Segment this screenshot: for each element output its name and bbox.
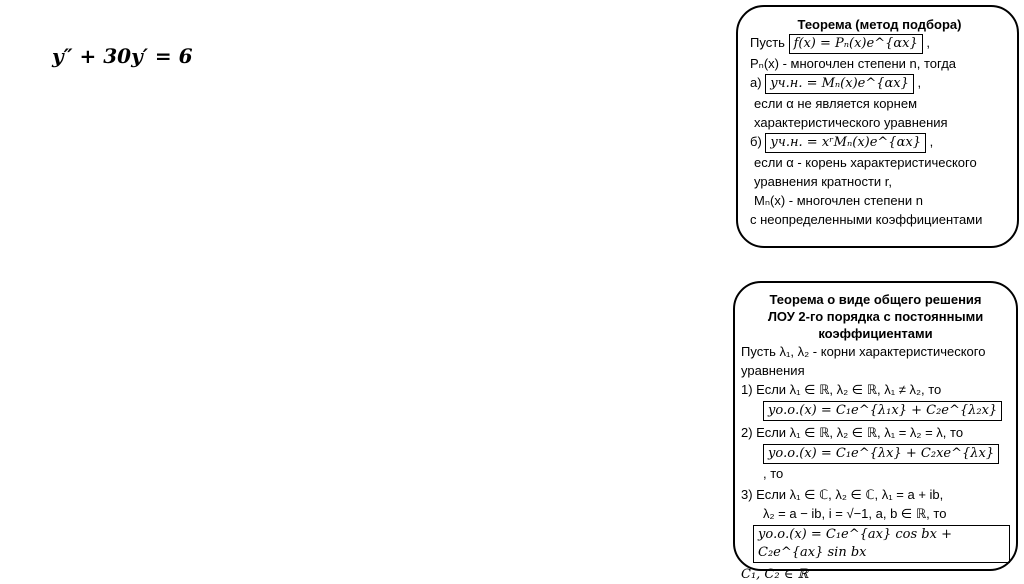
case3-condition-2: λ₂ = a − ib, i = √−1, a, b ∈ ℝ, то [763,506,947,521]
theorem2-title-line1: Теорема о виде общего решения [769,292,982,307]
case-a-condition-2: характеристического уравнения [754,115,948,130]
case-b-condition-1: если α - корень характеристического [754,155,977,170]
equation: y″ + 30y′ = 6 [52,44,193,68]
intro-line-1: Пусть λ₁, λ₂ - корни характеристического [741,344,986,359]
theorem2-title-line2: ЛОУ 2-го порядка с постоянными [767,309,984,324]
case3-formula-row [753,525,1010,563]
intro-line-2: уравнения [741,363,805,378]
constants-line: C₁, C₂ ∈ ℝ [741,567,809,582]
let-word: Пусть [750,35,785,50]
case2-suffix: , то [763,466,784,481]
case-b-label: б) [750,134,762,149]
case-b-line [750,132,1009,153]
theorem1-title: Теорема (метод подбора) [797,17,962,32]
comma: , [917,75,922,90]
theorem2-title-line3: коэффициентами [818,326,933,341]
theorem-selection-method-panel [736,5,1019,248]
case-a-condition-1: если α не является корнем [754,96,918,111]
comma: , [926,35,930,50]
case2-condition: 2) Если λ₁ ∈ ℝ, λ₂ ∈ ℝ, λ₁ = λ₂ = λ, то [741,425,964,440]
case3-condition-1: 3) Если λ₁ ∈ ℂ, λ₂ ∈ ℂ, λ₁ = a + ib, [741,487,944,502]
theorem-general-solution-panel [733,281,1018,582]
case3-formula-box: yо.о.(x) = C₁e^{ax} cos bx + C₂e^{ax} sin bx [753,525,1010,563]
pn-description: Pₙ(x) - многочлен степени n, тогда [750,56,957,71]
theorem1-let-line [750,33,1009,54]
case-a-formula-box: yч.н. = Mₙ(x)e^{αx} [765,74,914,94]
case1-formula-row [763,401,1010,421]
case2-formula-box: yо.о.(x) = C₁e^{λx} + C₂xe^{λx} [763,444,999,464]
mn-description: Mₙ(x) - многочлен степени n [754,193,923,208]
case-b-condition-2: уравнения кратности r, [754,174,892,189]
comma: , [929,134,934,149]
mn-description-2: с неопределенными коэффициентами [750,212,983,227]
f-formula-box: f(x) = Pₙ(x)e^{αx} [789,34,923,54]
case-a-line [750,73,1009,94]
case1-formula-box: yо.о.(x) = C₁e^{λ₁x} + C₂e^{λ₂x} [763,401,1002,421]
case-b-formula-box: yч.н. = xʳMₙ(x)e^{αx} [765,133,926,153]
case2-formula-row [763,444,1010,483]
case-a-label: а) [750,75,762,90]
case1-condition: 1) Если λ₁ ∈ ℝ, λ₂ ∈ ℝ, λ₁ ≠ λ₂, то [741,382,942,397]
